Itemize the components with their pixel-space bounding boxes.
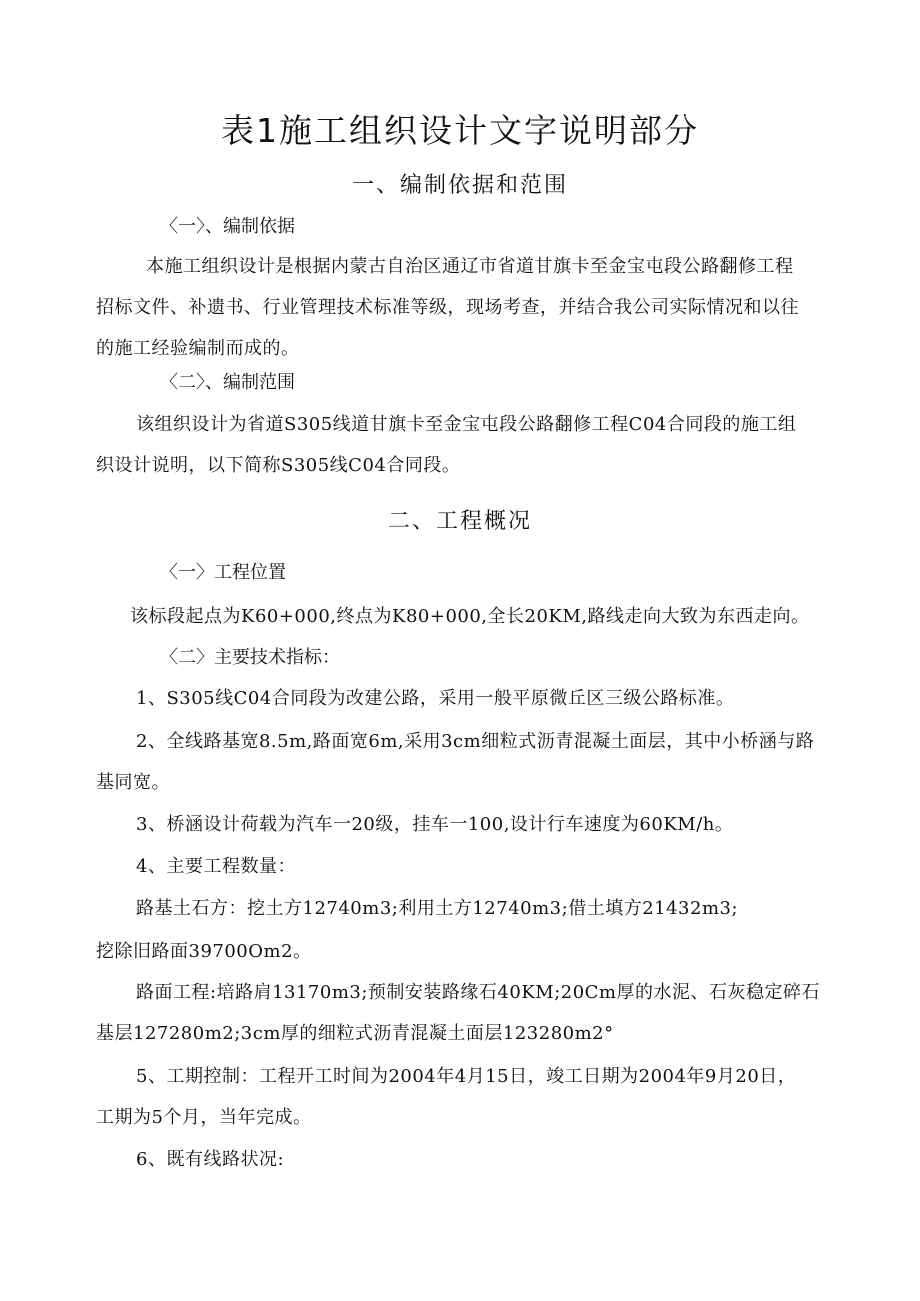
quantity-remove-old-pavement bbox=[96, 931, 856, 972]
quantity-pavement bbox=[96, 972, 856, 1054]
paragraph-line: 织设计说明，以下简称S305线C04合同段。 bbox=[96, 455, 461, 476]
paragraph-line: 路基土石方：挖土方12740m3;利用土方12740m3;借土填方21432m3; bbox=[136, 898, 739, 919]
paragraph-line: 2、全线路基宽8.5m,路面宽6m,采用3cm细粒式沥青混凝土面层，其中小桥涵与路 bbox=[136, 731, 815, 752]
paragraph-line: 工期为5个月，当年完成。 bbox=[96, 1107, 312, 1128]
paragraph-line: 4、主要工程数量： bbox=[136, 856, 296, 877]
indicator-item-5 bbox=[96, 1056, 856, 1138]
subheading-scope: 〈二〉、编制范围 bbox=[160, 372, 295, 393]
paragraph-line: 该标段起点为K60+000,终点为K80+000,全长20KM,路线走向大致为东西走向。 bbox=[130, 606, 810, 627]
indicator-item-2 bbox=[96, 721, 856, 803]
indicator-item-6 bbox=[96, 1139, 856, 1180]
paragraph-line: 3、桥涵设计荷载为汽车一20级，挂车一100,设计行车速度为60KM/h。 bbox=[136, 814, 734, 835]
paragraph-line: 6、既有线路状况: bbox=[136, 1149, 285, 1170]
paragraph-scope bbox=[96, 404, 856, 486]
paragraph-line: 的施工经验编制而成的。 bbox=[96, 338, 300, 359]
subheading-tech-indicators: 〈二〉主要技术指标： bbox=[160, 647, 340, 668]
paragraph-basis bbox=[96, 246, 856, 369]
paragraph-line: 5、工期控制：工程开工时间为2004年4月15日，竣工日期为2004年9月20日， bbox=[136, 1066, 797, 1087]
section-heading-basis-scope: 一、编制依据和范围 bbox=[351, 173, 568, 198]
subheading-basis: 〈一〉、编制依据 bbox=[160, 216, 295, 237]
paragraph-line: 1、S305线C04合同段为改建公路，采用一般平原微丘区三级公路标准。 bbox=[136, 688, 735, 709]
section-heading-overview: 二、工程概况 bbox=[387, 509, 532, 534]
paragraph-line: 基层127280m2;3cm厚的细粒式沥青混凝土面层123280m2° bbox=[96, 1023, 614, 1044]
indicator-item-3 bbox=[96, 804, 856, 845]
quantity-roadbed bbox=[96, 888, 856, 929]
subheading-location: 〈一〉工程位置 bbox=[160, 562, 286, 583]
paragraph-line: 本施工组织设计是根据内蒙古自治区通辽市省道甘旗卡至金宝屯段公路翻修工程 bbox=[146, 256, 794, 277]
indicator-item-1 bbox=[96, 678, 856, 719]
indicator-item-4 bbox=[96, 846, 856, 887]
paragraph-line: 招标文件、补遗书、行业管理技术标准等级，现场考查，并结合我公司实际情况和以往 bbox=[96, 297, 799, 318]
paragraph-line: 该组织设计为省道S305线道甘旗卡至金宝屯段公路翻修工程C04合同段的施工组 bbox=[136, 414, 797, 435]
paragraph-location bbox=[96, 596, 856, 637]
paragraph-line: 基同宽。 bbox=[96, 772, 170, 793]
paragraph-line: 路面工程:培路肩13170m3;预制安装路缘石40KM;20Cm厚的水泥、石灰稳定碎石 bbox=[136, 982, 820, 1003]
paragraph-line: 挖除旧路面39700Om2。 bbox=[96, 941, 312, 962]
document-title: 表1施工组织设计文字说明部分 bbox=[221, 111, 699, 150]
